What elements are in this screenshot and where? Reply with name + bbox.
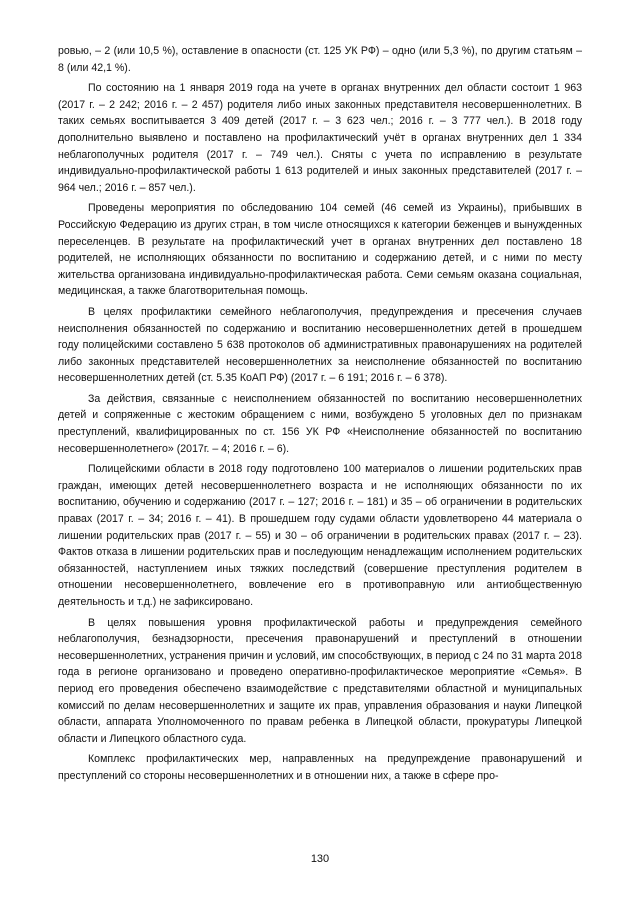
paragraph-3: Проведены мероприятия по обследованию 104 семей (46 семей из Украины), прибывших в Российскую Федерацию из других стран, в том числе относящихся к категории беженцев и вынужденных переселенцев. В результате на профилактический учет в органах внутренних дел поставлено 18 родителей, не исполняющих обязанности по воспитанию и содержанию детей, и с ними по месту жительства организована индивидуально-профилактическая работа. Семи семьям оказана социальная, медицинская, а также благотворительная помощь.	[58, 202, 582, 298]
paragraph-7: В целях повышения уровня профилактической работы и предупреждения семейного неблагополучия, безнадзорности, пресечения правонарушений и преступлений в отношении несовершеннолетних, устранения причин и условий, им способствующих, в период с 24 по 31 марта 2018 года в регионе организовано и проведено оперативно-профилактическое мероприятие «Семья». В период его проведения обеспечено взаимодействие с представителями областной и муниципальных комиссий по делам несовершеннолетних и защите их прав, управления образования и науки Липецкой области, аппарата Уполномоченного по правам ребенка в Липецкой области, прокуратуры Липецкой области и Липецкого областного суда.	[58, 616, 582, 745]
paragraph-6: Полицейскими области в 2018 году подготовлено 100 материалов о лишении родительских прав граждан, имеющих детей несовершеннолетнего возраста и не исполняющих обязанности по их воспитанию, обучению и содержанию (2017 г. – 127; 2016 г. – 181) и 35 – об ограничении в родительских правах (2017 г. – 34; 2016 г. – 41). В прошедшем году судами области удовлетворено 44 материала о лишении родительских прав (2017 г. – 55) и 30 – об ограничении в родительских правах (2017 г. – 23). Фактов отказа в лишении родительских прав и последующим ненадлежащим исполнением родительских обязанностей, наступлением иных тяжких последствий (совершение преступления родителем в отношении несовершеннолетнего, вовлечение его в противоправную или антиобщественную деятельность и т.д.) не зафиксировано.	[58, 463, 582, 608]
page-number: 130	[310, 853, 330, 865]
paragraph-8: Комплекс профилактических мер, направленных на предупреждение правонарушений и преступлений со стороны несовершеннолетних и в отношении них, а также в сфере про-	[58, 753, 582, 782]
paragraph-5: За действия, связанные с неисполнением обязанностей по воспитанию несовершеннолетних детей и сопряженные с жестоким обращением с ними, возбуждено 5 уголовных дел по признакам преступлений, квалифицированных по ст. 156 УК РФ «Неисполнение обязанностей по воспитанию несовершеннолетнего» (2017г. – 4; 2016 г. – 6).	[58, 392, 582, 455]
paragraph-1: ровью, – 2 (или 10,5 %), оставление в опасности (ст. 125 УК РФ) – одно (или 5,3 %), по другим статьям – 8 (или 42,1 %).	[58, 45, 582, 74]
paragraph-2: По состоянию на 1 января 2019 года на учете в органах внутренних дел области состоит 1 963 (2017 г. – 2 242; 2016 г. – 2 457) родителя либо иных законных представителя несовершеннолетних. В таких семьях воспитывается 3 409 детей (2017 г. – 3 623 чел.; 2016 г. – 3 777 чел.). В 2018 году дополнительно выявлено и поставлено на профилактический учёт в органах внутренних дел 1 334 неблагополучных родителя (2017 г. – 749 чел.). Сняты с учета по исправлению в результате индивидуально-профилактической работы 1 613 родителей и иных законных представителей (2017 г. – 964 чел.; 2016 г. – 857 чел.).	[58, 82, 582, 194]
paragraph-4: В целях профилактики семейного неблагополучия, предупреждения и пресечения случаев неисполнения обязанностей по содержанию и воспитанию несовершеннолетних детей в прошедшем году полицейскими составлено 5 638 протоколов об административных правонарушениях на родителей либо законных представителей несовершеннолетних за неисполнение обязанностей по воспитанию несовершеннолетних детей (ст. 5.35 КоАП РФ) (2017 г. – 6 191; 2016 г. – 6 378).	[58, 305, 582, 385]
document-body	[58, 43, 582, 789]
